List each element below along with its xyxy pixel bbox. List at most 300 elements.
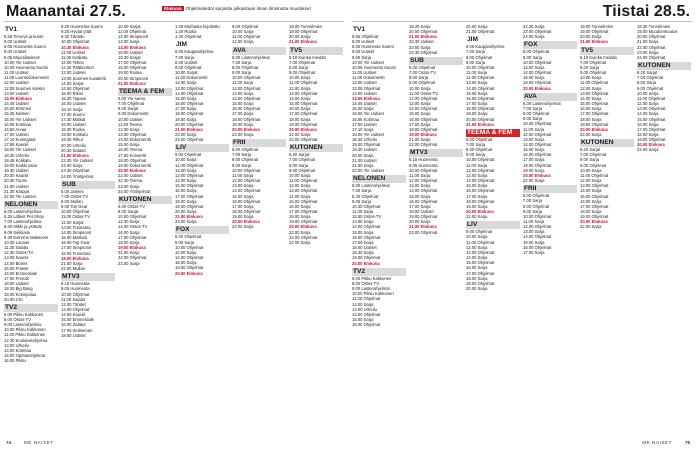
program-item: 18.00 Sarja [289,116,311,122]
program-item: 16.00 Uutiset [61,101,86,107]
program-item: 6.20 Sarjat [637,70,658,76]
program-item: 17.00 Sarja [175,106,197,112]
listing-column [175,24,229,434]
program-item: 13.00 Ohjelmat [580,90,609,96]
page-number-left: 74 [6,440,12,445]
program-item: 10.05 Huomenta Suomi [4,64,48,70]
program-item: 8.00 Mullan [61,199,83,204]
program-item: 7.00 Sarja [352,188,372,194]
program-item: 15.00 Sarja [118,142,140,148]
program-item: 10.00 Pikku Kakkonen [4,327,46,333]
program-item: 9.00 Ohjelmat [175,152,202,158]
program-item: 18.30 Ruoka [61,127,85,133]
program-item: 11.00 Ohjelmat [118,29,147,35]
program-item: 9.00 Sarja [232,70,252,76]
listing-column [637,24,691,434]
program-item: 13.00 Sarja [466,172,488,178]
program-item: 10.00 Ohjelmat [61,39,90,45]
program-item: 11.30 Salattu [4,245,29,251]
program-item: 22.00 Sarja [289,229,311,235]
program-item: 22.00 Uutiset [118,173,143,179]
program-item: 9.30 Tänään [61,34,85,40]
program-item: 19.00 Elokuva [61,255,89,261]
program-item: 14.00 Ohjelmat [523,141,552,147]
program-item: 8.00 Sarja [409,75,429,81]
program-item: 16.00 Sarja [175,188,197,194]
program-item: 17.00 Ohjelmat [175,193,204,199]
channel-header: JIM [176,41,187,49]
program-item: 12.00 Sarja [580,85,602,91]
program-item: 17.00 Simpsonit [61,245,92,251]
listing-column [352,24,406,434]
program-item: 16.00 Ohjelmat [232,198,261,204]
program-item: 8.00 Sarjat [118,209,139,214]
program-item: 19.00 Kotiinpaluu [4,291,37,297]
program-item: 18.00 Sarja [637,131,659,137]
program-item: 17.00 Sarja [466,193,488,199]
program-item: 18.00 Ohjelmat [232,209,261,214]
program-item: 16.00 Sarja [289,106,311,112]
program-item: 12.00 Sarja [232,39,254,45]
program-item: 24.00 Ohjelmat [637,54,666,60]
program-item: 12.00 Sarja [118,126,140,132]
program-item: 22.00 Sarja [637,147,659,153]
program-item: 18.00 Sarja [580,209,602,214]
program-item: 20.00 Sarja [466,24,488,29]
program-item: 12.00 Sarja [352,301,374,307]
channel-header: AVA [523,93,577,101]
program-item: 17.00 Uutiset [4,131,29,137]
program-item: 18.00 Uutiset [409,209,434,214]
program-item: 12.00 Sarja [637,101,659,107]
program-item: 13.00 Uutiset [352,90,377,96]
program-item: 18.00 Sarja [118,239,140,245]
program-item: 9.05 Huomenta [61,286,90,292]
program-item: 6.00 Ohjelmat [409,64,436,70]
program-item: 23.00 Ohjelmat [523,29,552,35]
program-item: 18.00 Sarja [175,198,197,204]
program-item: 14.00 Ohjelmat [232,188,261,194]
tagline-badge: Elokuva [164,6,182,11]
program-item: 10.00 Ohjelmat [523,121,552,127]
program-item: 15.00 Sarja [232,101,254,107]
program-item: 20.00 Sarja [175,209,197,214]
program-item: 9.00 Dokumentit [118,111,149,117]
program-item: 21.00 Elokuva [118,80,146,86]
channel-header: LIV [466,221,520,229]
program-item: 10.30 Ohjelmat [352,203,381,209]
program-item: 11.00 Sarja [466,70,488,76]
program-item: 9.00 Ohjelmat [232,24,259,29]
program-item: 19.00 Ohjelmat [637,137,666,143]
program-item: 16.00 Ohjelmat [523,152,552,158]
program-item: 20.00 Sarja [289,34,311,40]
program-item: 22.00 Sarja [466,214,488,220]
program-item: 20.00 Simpsonit [118,75,149,81]
program-item: 15.00 Ohjelmat [466,260,495,266]
program-item: 16.00 Emmerdale [4,270,38,276]
program-item: 11.00 Ohjelmat [289,178,318,184]
program-item: 18.30 Tunnelmien [637,24,671,29]
program-item: 18.00 Sarja [466,275,488,281]
program-item: 9.00 Ohjelmat [289,167,316,173]
channel-header: KUTONEN [580,139,634,147]
program-item: 18.00 Ohjelmat [175,111,204,117]
program-item: 23.00 Sarja [175,219,197,225]
program-item: 9.00 Ohjelmat [637,85,664,91]
program-item: 7.00 Ohjelmat [289,157,316,163]
program-item: 14.45 Uutiset [352,101,377,107]
program-item: 17.00 Sarja [523,249,545,255]
program-item: 19.00 Ohjelmat [580,29,609,35]
program-item: 14.00 Ohjelmat [232,95,261,101]
program-item: 15.00 Ohjelmat [580,193,609,199]
program-item: 22.00 Sarja [580,131,602,137]
program-item: 17.00 Sarja [232,111,254,117]
program-item: 6.00 Ohjelmat [466,136,493,142]
program-item: 9.00 Ohjelmat [466,229,493,235]
program-item: 20.00 Elokuva [352,260,380,266]
program-item: 23.00 Sarja [637,49,659,55]
program-item: 11.00 Pikku Kakkonen [4,332,46,338]
program-item: 10.00 Ohjelmat [466,157,495,163]
program-item: 10.00 Ohjelmat [61,209,90,215]
program-item: 22.00 Sarja [232,224,254,230]
program-item: 16.00 Ohjelmat [409,116,438,122]
tagline-text: Ohjelmatiedot sarjoista julkaistaan ilman ilmoitusta muutokset [185,6,311,11]
program-item: 17.00 Ohjelmat [580,111,609,117]
magazine-name-right: ME NAISET [642,440,672,445]
program-item: 15.00 Matlock [61,235,88,241]
program-item: 22.00 Sarja [232,131,254,137]
program-item: 19.30 Pilkut [61,137,83,143]
program-item: 10.00 Ohjelmat [175,244,204,250]
program-item: 12.00 Simpsonit [118,34,149,40]
program-item: 23.30 Ohjelmat [409,49,438,55]
program-item: 22.00 Mullan [61,266,85,272]
program-item: 15.00 Sarja [409,111,431,117]
program-item: 5.55 Terveys ja kunto [4,34,44,39]
program-item: 10.00 Sarja [409,85,431,91]
program-item: 14.00 Sarja [175,178,197,184]
program-item: 8.00 Sarja [289,64,309,70]
program-item: 22.00 Ohjelmat [118,255,147,261]
program-item: 9.05 Seikkailu [4,229,31,235]
program-item: 11.00 Sarja [409,172,431,178]
program-item: 10.00 Ohjelmat [61,291,90,297]
program-item: 9.00 Ohjelmat [580,70,607,76]
channel-header: KUTONEN [118,196,172,204]
program-item: 10.00 Sarja [580,167,602,173]
program-item: 20.00 Sarja [352,152,374,158]
program-item: 16.00 Sarja [580,106,602,112]
day-title-tuesday: Tiistai 28.5. [602,3,690,20]
channel-header: TV1 [5,26,18,33]
program-item: 19.00 Ohjelmat [352,142,381,148]
program-item: 10.00 Pikku Kakkonen [352,291,394,297]
program-item: 11.00 Ostos-TV [61,214,91,220]
program-item: 15.00 Ohjelmat [637,116,666,122]
program-item: 20.30 Tuurin [4,178,28,184]
program-item: 20.00 Ohjelmat [409,29,438,35]
program-item: 10.00 Sarja [289,75,311,81]
program-item: 12.30 Ostos-TV [352,214,382,220]
program-item: 19.00 Ohjelmat [289,219,318,225]
program-item: 14.00 Ostos-TV [118,224,148,230]
program-item: 6.10 Kuinka meidän [580,54,618,60]
program-item: 13.00 Sarja [409,101,431,107]
program-item: 7.00 Ostos-TV [61,193,88,199]
program-item: 19.00 Sarja [466,203,488,209]
channel-header: JIM [467,36,478,44]
program-item: 6.20 Sarjat [580,147,601,153]
program-item: 16.00 Sarja [118,229,140,235]
program-item: 18.00 Ohjelmat [523,162,552,168]
program-item: 18.00 Yle Uutiset [352,131,384,137]
program-item: 17.00 Sarja [523,157,545,163]
program-item: 14.45 Uutiset [4,101,29,107]
program-item: 10.00 Sarja [232,29,254,35]
program-item: 17.00 Ohjelmat [466,270,495,276]
program-item: 11.00 Sarja [466,162,488,168]
program-item: 18.00 Yle Uutiset [4,147,36,153]
program-item: 22.00 Ohjelmat [637,44,666,50]
listing-column [466,24,520,434]
program-item: 10.00 Sarja [175,157,197,163]
top-rule [352,21,692,22]
program-item: 22.30 Teema [118,178,143,184]
program-item: 14.00 Ohjelmat [175,90,204,96]
program-item: 10.00 Ohjelmat [466,64,495,70]
program-item: 10.30 Lounas [4,239,30,245]
program-item: 19.00 Sarja [466,111,488,117]
program-item: 9.00 Uutiset [352,49,375,55]
program-item: 19.00 Ruoka [118,70,142,76]
program-item: 9.00 Ohjelmat [175,64,202,70]
program-item: 19.00 Ohjelmat [466,280,495,286]
program-item: 16.30 Sarjat [118,54,141,60]
program-item: 21.00 Sarja [637,39,659,45]
program-item: 19.00 Sarja [232,214,254,220]
program-item: 17.00 Ohjelmat [289,111,318,117]
program-item: 17.00 Sarja [352,239,374,245]
program-item: 12.05 Ohjelmat [352,85,381,91]
program-item: 14.00 Sarja [289,95,311,101]
program-item: 21.00 Elokuva [289,39,317,45]
program-item: 23.00 Sarja [118,183,140,189]
program-item: 15.00 Rikos [61,91,84,97]
program-item: 17.00 Sarja [466,101,488,107]
program-item: 24.00 Sarja [289,239,311,245]
channel-header: TV2 [352,268,406,276]
program-item: 8.00 Ostos-TV [4,316,31,322]
program-item: 14.00 Sarja [289,193,311,199]
program-item: 9.00 Sarja [232,162,252,168]
program-item: 12.30 Ostos-TV [4,250,34,256]
program-item: 11.00 Ohjelmat [580,80,609,86]
program-item: 6.00 Lastenohjelmat [232,54,270,60]
program-item: 9.00 Ohjelmat [580,162,607,168]
program-item: 15.00 Frasier [4,265,29,271]
program-item: 14.00 Sarja [637,111,659,117]
channel-header: FRII [523,185,577,193]
program-item: 9.20 Huomenta Suomi [61,24,103,29]
program-item: 16.05 Kotimaa [352,116,380,122]
channel-header: TV2 [4,304,58,312]
program-item: 13.00 Sarja [232,90,254,96]
program-item: 12.00 Sarja [118,219,140,225]
program-item: 6.00 Yle Aamu [118,95,146,101]
program-item: 17.00 Seitsemän [61,327,93,333]
program-item: 7.00 Ohjelmat [637,75,664,81]
program-item: 13.00 Ohjelmat [61,306,90,312]
program-item: 18.00 Ohjelmat [232,116,261,122]
program-item: 10.00 Ohjelmat [232,75,261,81]
program-item: 20.00 Ohjelmat [466,116,495,122]
program-item: 13.00 Uutiset [61,70,86,76]
program-item: 11.05 Kotikatu [61,54,88,60]
program-item: 16.50 Arvaa [4,126,27,132]
program-item: 6.00 Ostos-TV [118,203,145,209]
program-item: 14.00 Ohjelmat [523,234,552,240]
program-item: 20.00 Elokuva [523,85,551,91]
program-item: 7.00 Sarja [523,105,543,111]
program-item: 6.00 Ohjelmat [232,147,259,153]
program-item: 12.00 Tähdet [61,301,86,307]
program-item: 18.00 Futurama [61,250,91,256]
program-item: 12.00 Sarjat [61,219,84,225]
program-item: 16.00 Sarja [580,198,602,204]
program-item: 7.00 Lastenohjelmia [4,219,42,225]
program-item: 8.00 Sarja [580,64,600,70]
program-item: 20.00 Ohjelmat [175,121,204,127]
program-item: 10.00 Uutiset [118,116,143,122]
channel-header: NELONEN [4,201,58,209]
listing-column [4,24,58,434]
program-item: 22.30 Sarja [523,24,545,29]
program-item: 21.00 Uutiset [4,183,29,189]
program-item: 9.00 Top Gear [61,204,88,210]
program-item: 23.00 Sarja [118,260,140,266]
channel-header: TEEMA & FEM [466,129,520,137]
program-item: 13.00 Ohjelmat [580,183,609,189]
program-item: 6.00 Pikku Kakkonen [4,311,44,317]
program-item: 6.05 Huomenta Suomi [4,44,46,50]
program-item: 21.30 Sarja [352,162,374,168]
program-item: 17.10 Kuningatar [4,137,36,143]
program-item: 10.00 Ohjelmat [232,167,261,173]
program-item: 8.40 Ohjelmat [352,193,379,199]
program-item: 7.00 Sarja [523,198,543,204]
program-item: 24.00 Sarja [523,34,545,40]
program-item: 6.00 Uutiset [352,39,375,45]
program-item: 21.00 Elokuva [61,152,89,158]
program-item: 16.00 Ohjelmat [232,106,261,112]
program-item: 14.00 Sarja [580,95,602,101]
program-item: 1.00 Murhasta kirjoitettu [175,24,220,29]
program-item: 21.00 Elokuva [466,121,494,127]
program-item: 19.00 Ohjelmat [352,255,381,261]
program-item: 21.00 Elokuva [409,34,437,40]
program-item: 16.00 Sarja [289,203,311,209]
program-item: 14.00 Ohjelmat [466,85,495,91]
program-item: 21.00 Sarja [409,137,431,143]
program-item: 19.00 Ohjelmat [409,214,438,220]
channel-header: TV5 [289,47,343,55]
program-item: 11.05 Luontodokumentti [4,75,49,81]
program-item: 17.00 Sarja [409,121,431,127]
program-item: 6.25 Littlest Pet Shop [4,214,44,220]
program-item: 22.00 Yle Uutiset [352,168,384,174]
program-item: 11.00 Teema [118,121,142,127]
program-item: 11.00 Ohjelmat [352,296,381,302]
program-item: 20.00 CSI [4,296,23,302]
program-item: 13.00 Sarja [523,136,545,142]
program-item: 23.00 Ohjelmat [289,234,318,240]
program-item: 18.00 Ohjelmat [466,198,495,204]
program-item: 22.00 Sarja [580,224,602,230]
program-item: 10.00 Ohjelmat [118,214,147,220]
program-item: 23.00 Sarja [409,44,431,50]
program-item: 21.00 Elokuva [175,214,203,220]
program-item: 11.00 Salatut [61,296,86,302]
program-item: 18.00 Tunnelmien [580,24,614,29]
program-item: 10.00 Sarja [289,172,311,178]
program-item: 17.00 Frendit [4,276,29,282]
program-item: 14.00 Kauniit [61,312,86,318]
program-item: 11.00 Ohjelmat [175,162,204,168]
program-item: 16.00 Ohjelmat [466,188,495,194]
program-item: 12.00 Ohjelmat [466,167,495,173]
program-item: 20.30 Salatut [61,147,86,153]
program-item: 18.00 Ohjelmat [409,126,438,132]
program-item: 19.00 Ohjelmat [289,121,318,127]
program-item: 6.00 Lastenohjelmia [4,209,42,214]
program-item: 18.00 Ohjelmat [118,65,147,71]
program-item: 11.00 Ohjelmat [232,34,261,40]
program-item: 13.00 Uutiset [4,90,29,96]
program-item: 12.00 Sarja [289,85,311,91]
program-item: 18.00 Uutiset [352,245,377,251]
program-item: 18.00 Uutiset [61,121,86,127]
program-item: 15.30 Tapaus [61,96,87,102]
program-item: 18.00 Ohjelmat [523,80,552,86]
program-item: 10.00 Sarjat [118,24,141,29]
program-item: 8.00 Ohjelmat [523,111,550,117]
right-page [348,0,696,450]
program-item: 20.00 Elokuva [580,219,608,225]
program-item: 15.00 Ohjelmat [175,183,204,189]
program-item: 16.00 Top Gear [61,240,90,246]
program-item: 15.00 Emmerdale [61,317,95,323]
program-item: 13.05 Sarja [352,219,374,225]
program-item: 11.05 Dokumentti [352,75,385,81]
program-item: 20.00 Kauniit [4,173,29,179]
program-item: 15.00 Opetusohjelmat [4,353,45,359]
program-item: 15.00 Sarja [466,90,488,96]
program-item: 7.00 Sarja [232,59,252,65]
program-item: 11.00 Uutiset [4,70,29,76]
program-item: 21.30 Kärppä [4,188,30,194]
program-item: 10.30 Elokuva [61,44,89,50]
program-item: 10.00 Sarja [580,75,602,81]
channel-header: FOX [175,226,229,234]
program-item: 12.00 Ohjelmat [409,178,438,184]
program-item: 6.15 Huomenta [61,281,90,287]
program-item: 11.00 Ohjelmat [637,95,666,101]
program-item: 22.30 Uutiset [409,39,434,45]
program-item: 12.30 Pääkonttori [61,65,94,71]
